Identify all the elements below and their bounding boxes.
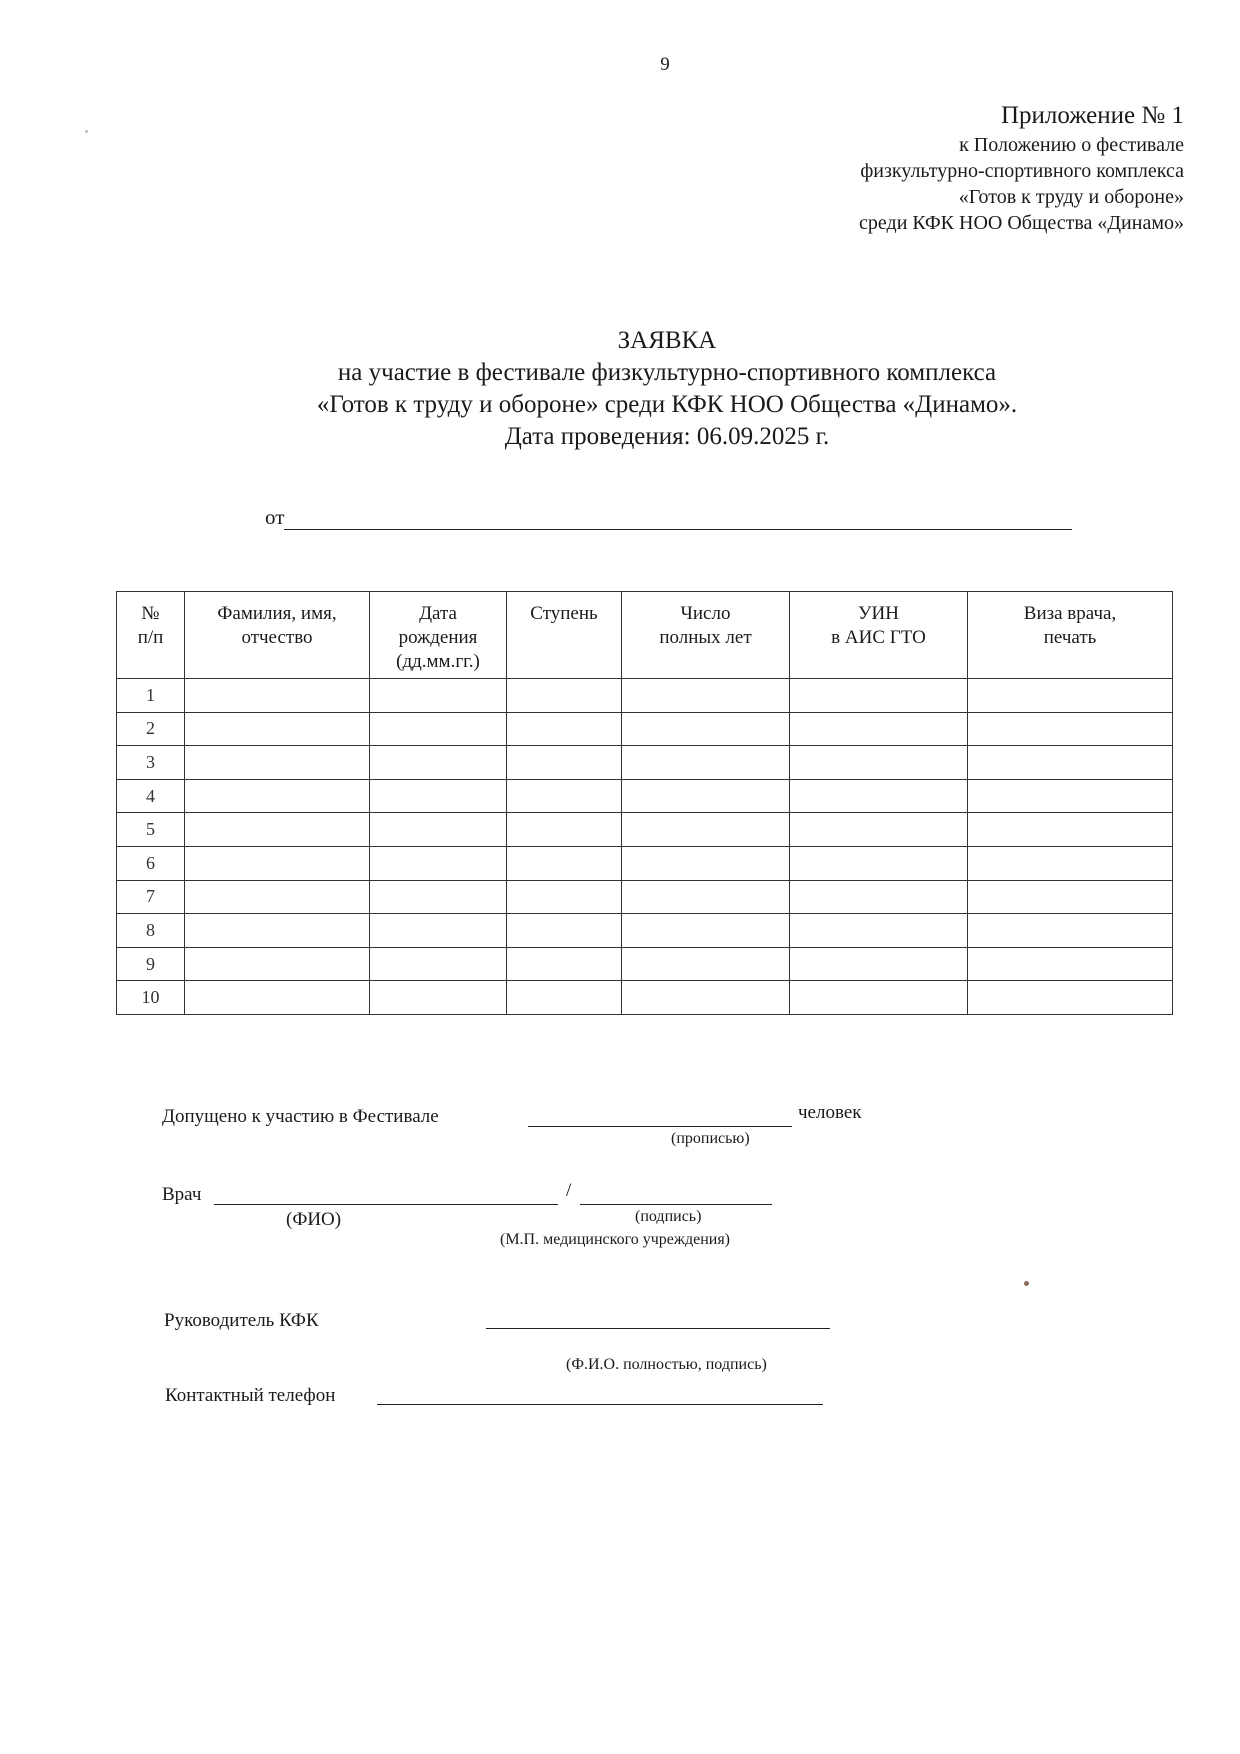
cell[interactable] — [185, 981, 370, 1015]
cell[interactable] — [790, 880, 968, 914]
page-number: 9 — [660, 54, 670, 75]
cell[interactable] — [622, 679, 790, 713]
doctor-fio-line[interactable] — [214, 1184, 558, 1205]
participants-table — [116, 591, 1173, 1015]
row-number: 7 — [117, 880, 185, 914]
cell[interactable] — [622, 813, 790, 847]
cell[interactable] — [370, 746, 507, 780]
appendix-line: среди КФК НОО Общества «Динамо» — [859, 212, 1184, 234]
cell[interactable] — [790, 914, 968, 948]
cell[interactable] — [185, 947, 370, 981]
doctor-signature-line[interactable] — [580, 1184, 772, 1205]
cell[interactable] — [507, 846, 622, 880]
appendix-title: Приложение № 1 — [1000, 102, 1184, 129]
header-birth-date: Дата рождения (дд.мм.гг.) — [370, 592, 507, 679]
header-doctor-visa: Виза врача, печать — [968, 592, 1173, 679]
table-row — [117, 947, 1173, 981]
cell[interactable] — [185, 712, 370, 746]
cell[interactable] — [370, 880, 507, 914]
cell[interactable] — [185, 813, 370, 847]
title-heading: ЗАЯВКА — [617, 327, 717, 354]
cell[interactable] — [507, 712, 622, 746]
header-age: Число полных лет — [622, 592, 790, 679]
row-number: 4 — [117, 779, 185, 813]
cell[interactable] — [968, 880, 1173, 914]
cell[interactable] — [370, 779, 507, 813]
cell[interactable] — [370, 712, 507, 746]
cell[interactable] — [790, 981, 968, 1015]
cell[interactable] — [370, 679, 507, 713]
cell[interactable] — [968, 846, 1173, 880]
cell[interactable] — [968, 914, 1173, 948]
doctor-signature-hint: (подпись) — [635, 1208, 702, 1225]
doctor-stamp-hint: (М.П. медицинского учреждения) — [500, 1231, 730, 1248]
cell[interactable] — [370, 914, 507, 948]
cell[interactable] — [185, 846, 370, 880]
cell[interactable] — [507, 746, 622, 780]
table-row — [117, 981, 1173, 1015]
cell[interactable] — [622, 981, 790, 1015]
header-full-name: Фамилия, имя, отчество — [185, 592, 370, 679]
cell[interactable] — [968, 712, 1173, 746]
title-line: «Готов к труду и обороне» среди КФК НОО Общества «Динамо». — [316, 391, 1018, 418]
cell[interactable] — [790, 746, 968, 780]
appendix-block — [859, 100, 1184, 236]
cell[interactable] — [790, 679, 968, 713]
document-title — [0, 325, 1240, 453]
head-signature-line[interactable] — [486, 1308, 830, 1329]
table-row — [117, 914, 1173, 948]
cell[interactable] — [507, 947, 622, 981]
scan-speck — [1024, 1281, 1029, 1286]
admitted-count-line[interactable] — [528, 1106, 792, 1127]
appendix-line: физкультурно-спортивного комплекса — [860, 160, 1184, 182]
admitted-suffix: человек — [798, 1102, 862, 1123]
cell[interactable] — [622, 779, 790, 813]
admitted-hint: (прописью) — [671, 1130, 750, 1147]
appendix-line: «Готов к труду и обороне» — [958, 186, 1184, 208]
cell[interactable] — [968, 779, 1173, 813]
header-level: Ступень — [507, 592, 622, 679]
cell[interactable] — [370, 846, 507, 880]
row-number: 1 — [117, 679, 185, 713]
doctor-label: Врач — [162, 1184, 202, 1205]
doctor-slash: / — [566, 1180, 572, 1201]
row-number: 8 — [117, 914, 185, 948]
cell[interactable] — [622, 846, 790, 880]
cell[interactable] — [185, 746, 370, 780]
cell[interactable] — [507, 679, 622, 713]
title-line: на участие в фестивале физкультурно-спортивного комплекса — [337, 359, 997, 386]
from-input-line[interactable] — [284, 509, 1072, 530]
cell[interactable] — [622, 914, 790, 948]
cell[interactable] — [968, 981, 1173, 1015]
table-row — [117, 880, 1173, 914]
scan-speck — [85, 130, 88, 133]
cell[interactable] — [790, 813, 968, 847]
table-row — [117, 679, 1173, 713]
header-number: № п/п — [117, 592, 185, 679]
cell[interactable] — [968, 746, 1173, 780]
cell[interactable] — [790, 846, 968, 880]
cell[interactable] — [185, 679, 370, 713]
head-label: Руководитель КФК — [164, 1310, 319, 1331]
table-row — [117, 746, 1173, 780]
cell[interactable] — [622, 746, 790, 780]
phone-input-line[interactable] — [377, 1384, 823, 1405]
cell[interactable] — [185, 914, 370, 948]
cell[interactable] — [370, 981, 507, 1015]
cell[interactable] — [507, 914, 622, 948]
cell[interactable] — [507, 813, 622, 847]
table-row — [117, 712, 1173, 746]
title-date: Дата проведения: 06.09.2025 г. — [504, 423, 830, 450]
admitted-label: Допущено к участию в Фестивале — [162, 1106, 439, 1127]
cell[interactable] — [622, 712, 790, 746]
cell[interactable] — [622, 880, 790, 914]
cell[interactable] — [507, 779, 622, 813]
appendix-line: к Положению о фестивале — [959, 134, 1184, 156]
cell[interactable] — [790, 712, 968, 746]
table-row — [117, 813, 1173, 847]
row-number: 3 — [117, 746, 185, 780]
from-label: от — [265, 505, 285, 529]
table-row — [117, 779, 1173, 813]
cell[interactable] — [622, 947, 790, 981]
row-number: 9 — [117, 947, 185, 981]
row-number: 2 — [117, 712, 185, 746]
cell[interactable] — [968, 947, 1173, 981]
row-number: 10 — [117, 981, 185, 1015]
cell[interactable] — [185, 880, 370, 914]
cell[interactable] — [790, 779, 968, 813]
head-hint: (Ф.И.О. полностью, подпись) — [566, 1356, 767, 1373]
phone-label: Контактный телефон — [165, 1385, 336, 1406]
table-header-row — [117, 592, 1173, 679]
doctor-fio-hint: (ФИО) — [286, 1209, 342, 1230]
cell[interactable] — [370, 813, 507, 847]
row-number: 6 — [117, 846, 185, 880]
cell[interactable] — [507, 981, 622, 1015]
cell[interactable] — [968, 813, 1173, 847]
row-number: 5 — [117, 813, 185, 847]
header-uin: УИН в АИС ГТО — [790, 592, 968, 679]
cell[interactable] — [370, 947, 507, 981]
cell[interactable] — [968, 679, 1173, 713]
cell[interactable] — [790, 947, 968, 981]
from-field — [265, 505, 1072, 530]
cell[interactable] — [185, 779, 370, 813]
cell[interactable] — [507, 880, 622, 914]
table-row — [117, 846, 1173, 880]
